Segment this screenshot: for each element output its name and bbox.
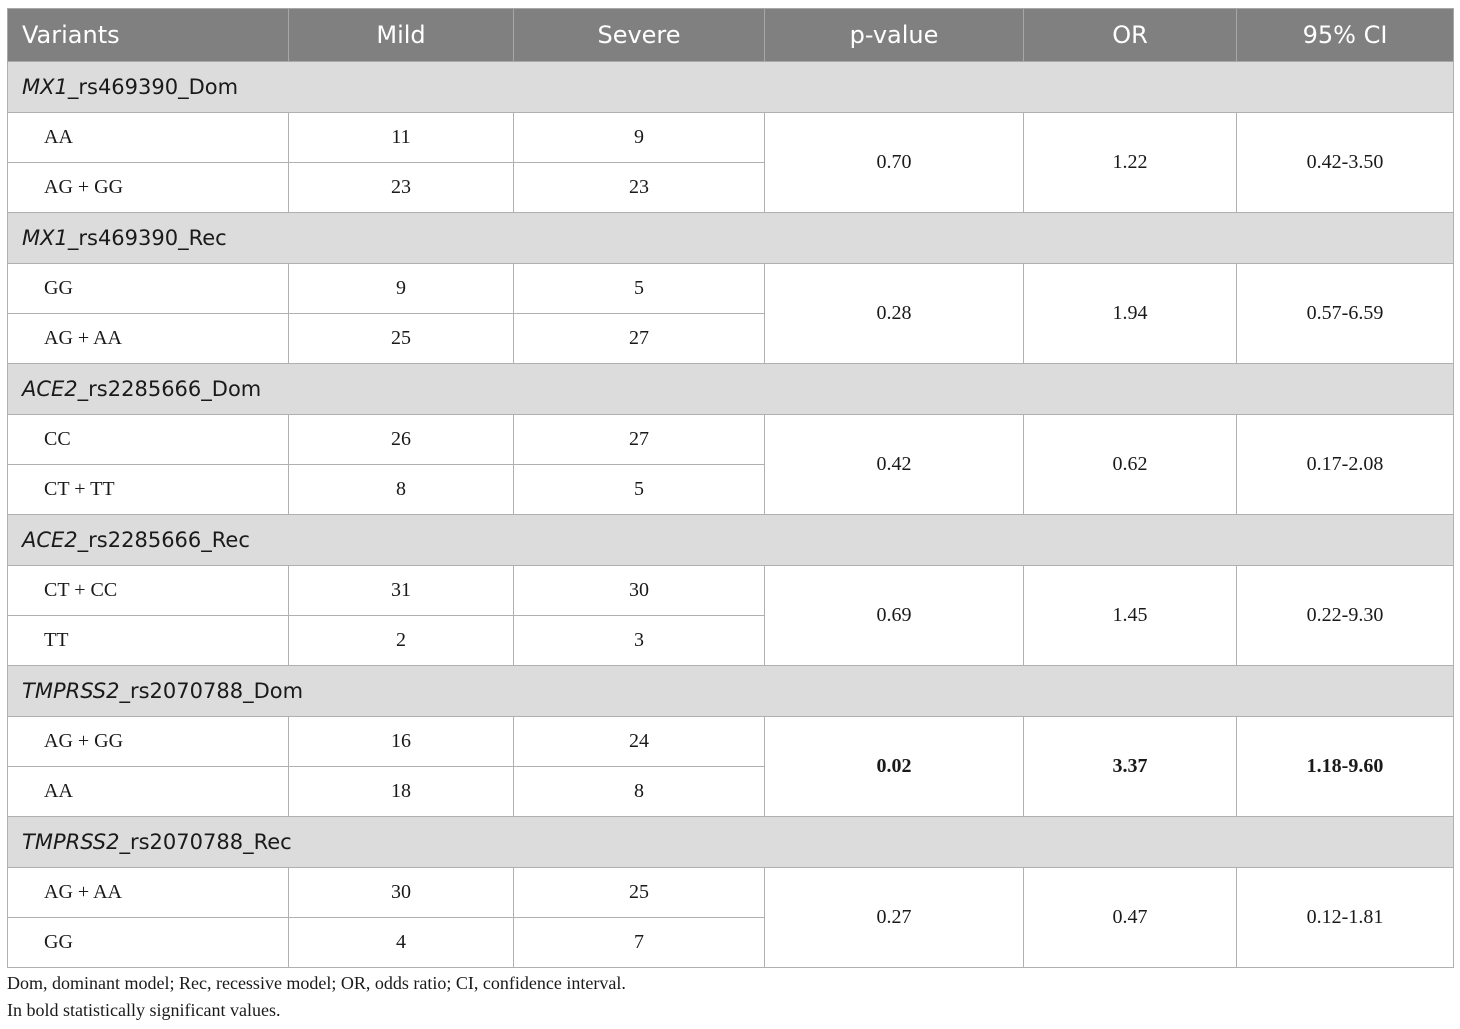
severe-cell: 7	[514, 918, 765, 968]
genotype-cell: AA	[8, 767, 289, 817]
variant-suffix: _rs469390_Dom	[67, 75, 239, 99]
header-row	[8, 9, 1454, 62]
group-row	[8, 666, 1454, 717]
table-body	[8, 62, 1454, 968]
genotype-cell: CT + TT	[8, 465, 289, 515]
gene-name: ACE2	[22, 377, 78, 401]
genotype-cell: AG + GG	[8, 717, 289, 767]
variant-suffix: _rs469390_Rec	[67, 226, 227, 250]
results-table	[7, 8, 1454, 968]
severe-cell: 9	[514, 113, 765, 163]
or-cell: 0.47	[1024, 868, 1237, 968]
or-cell: 1.22	[1024, 113, 1237, 213]
or-cell: 1.45	[1024, 566, 1237, 666]
genotype-cell: GG	[8, 918, 289, 968]
group-label	[8, 364, 1454, 415]
column-header-ci: 95% CI	[1237, 9, 1454, 62]
or-cell: 0.62	[1024, 415, 1237, 515]
mild-cell: 11	[289, 113, 514, 163]
column-header-severe: Severe	[514, 9, 765, 62]
group-label	[8, 213, 1454, 264]
column-header-variants: Variants	[8, 9, 289, 62]
genotype-cell: GG	[8, 264, 289, 314]
variant-suffix: _rs2285666_Dom	[77, 377, 262, 401]
genotype-cell: TT	[8, 616, 289, 666]
footnote-bold: In bold statistically significant values.	[7, 1000, 281, 1020]
mild-cell: 2	[289, 616, 514, 666]
ci-cell: 1.18-9.60	[1237, 717, 1454, 817]
p-value-cell: 0.70	[765, 113, 1024, 213]
table-row	[8, 264, 1454, 314]
severe-cell: 25	[514, 868, 765, 918]
gene-name: TMPRSS2	[22, 679, 120, 703]
table-row	[8, 868, 1454, 918]
column-header-mild: Mild	[289, 9, 514, 62]
group-row	[8, 515, 1454, 566]
severe-cell: 23	[514, 163, 765, 213]
genotype-cell: CC	[8, 415, 289, 465]
group-label	[8, 515, 1454, 566]
p-value-cell: 0.69	[765, 566, 1024, 666]
mild-cell: 4	[289, 918, 514, 968]
severe-cell: 24	[514, 717, 765, 767]
gene-name: MX1	[22, 226, 68, 250]
mild-cell: 18	[289, 767, 514, 817]
ci-cell: 0.22-9.30	[1237, 566, 1454, 666]
group-label	[8, 62, 1454, 113]
mild-cell: 8	[289, 465, 514, 515]
mild-cell: 25	[289, 314, 514, 364]
or-cell: 1.94	[1024, 264, 1237, 364]
genotype-cell: CT + CC	[8, 566, 289, 616]
ci-cell: 0.57-6.59	[1237, 264, 1454, 364]
variant-suffix: _rs2070788_Rec	[119, 830, 292, 854]
severe-cell: 8	[514, 767, 765, 817]
mild-cell: 16	[289, 717, 514, 767]
genotype-cell: AG + AA	[8, 314, 289, 364]
column-header-or: OR	[1024, 9, 1237, 62]
severe-cell: 5	[514, 264, 765, 314]
genotype-cell: AG + AA	[8, 868, 289, 918]
mild-cell: 9	[289, 264, 514, 314]
severe-cell: 3	[514, 616, 765, 666]
group-row	[8, 817, 1454, 868]
group-label	[8, 666, 1454, 717]
severe-cell: 27	[514, 314, 765, 364]
or-cell: 3.37	[1024, 717, 1237, 817]
p-value-cell: 0.28	[765, 264, 1024, 364]
severe-cell: 5	[514, 465, 765, 515]
ci-cell: 0.42-3.50	[1237, 113, 1454, 213]
table-row	[8, 415, 1454, 465]
column-header-p-value: p-value	[765, 9, 1024, 62]
genotype-cell: AG + GG	[8, 163, 289, 213]
genotype-cell: AA	[8, 113, 289, 163]
gene-name: MX1	[22, 75, 68, 99]
gene-name: TMPRSS2	[22, 830, 120, 854]
variant-suffix: _rs2070788_Dom	[119, 679, 304, 703]
severe-cell: 30	[514, 566, 765, 616]
group-label	[8, 817, 1454, 868]
variant-suffix: _rs2285666_Rec	[77, 528, 250, 552]
table-row	[8, 113, 1454, 163]
footnote-abbreviations: Dom, dominant model; Rec, recessive model; OR, odds ratio; CI, confidence interval.	[7, 973, 626, 993]
group-row	[8, 62, 1454, 113]
p-value-cell: 0.27	[765, 868, 1024, 968]
table-row	[8, 566, 1454, 616]
p-value-cell: 0.42	[765, 415, 1024, 515]
ci-cell: 0.12-1.81	[1237, 868, 1454, 968]
mild-cell: 30	[289, 868, 514, 918]
gene-name: ACE2	[22, 528, 78, 552]
group-row	[8, 213, 1454, 264]
group-row	[8, 364, 1454, 415]
mild-cell: 23	[289, 163, 514, 213]
p-value-cell: 0.02	[765, 717, 1024, 817]
mild-cell: 26	[289, 415, 514, 465]
mild-cell: 31	[289, 566, 514, 616]
ci-cell: 0.17-2.08	[1237, 415, 1454, 515]
table-row	[8, 717, 1454, 767]
severe-cell: 27	[514, 415, 765, 465]
